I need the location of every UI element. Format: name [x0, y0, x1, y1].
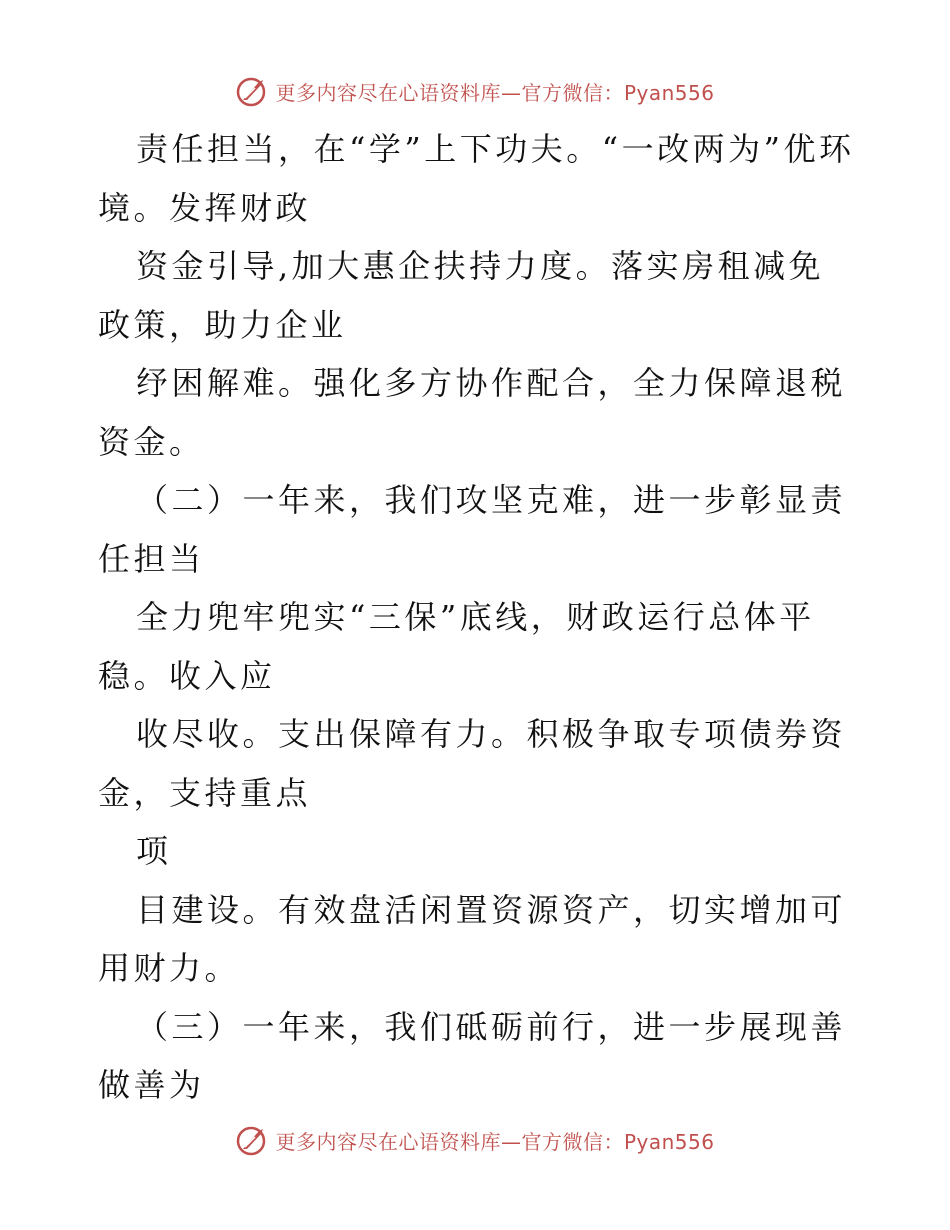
paragraph: 收尽收。支出保障有力。积极争取专项债券资金，支持重点: [98, 715, 847, 812]
paragraph: 项: [136, 832, 172, 870]
paragraph: 责任担当，在“学”上下功夫。“一改两为”优环境。发挥财政: [98, 130, 855, 227]
paragraph: 全力兜牢兜实“三保”底线，财政运行总体平稳。收入应: [98, 598, 815, 695]
quill-logo-icon: [235, 1123, 269, 1157]
paragraph: （三）一年来，我们砥砺前行，进一步展现善做善为: [98, 1007, 847, 1104]
header-banner-text[interactable]: 更多内容尽在心语资料库—官方微信：Pyan556: [275, 80, 715, 105]
paragraph: （二）一年来，我们攻坚克难，进一步彰显责任担当: [98, 481, 847, 578]
paragraph: 纾困解难。强化多方协作配合，全力保障退税资金。: [98, 364, 847, 461]
header-banner: [0, 71, 950, 111]
footer-banner: [0, 1120, 950, 1160]
quill-logo-icon: [235, 74, 269, 108]
footer-banner-text[interactable]: 更多内容尽在心语资料库—官方微信：Pyan556: [275, 1129, 715, 1154]
paragraph: 目建设。有效盘活闲置资源资产，切实增加可用财力。: [98, 890, 847, 987]
document-body: [98, 120, 858, 1115]
paragraph: 资金引导,加大惠企扶持力度。落实房租减免政策，助力企业: [98, 247, 825, 344]
